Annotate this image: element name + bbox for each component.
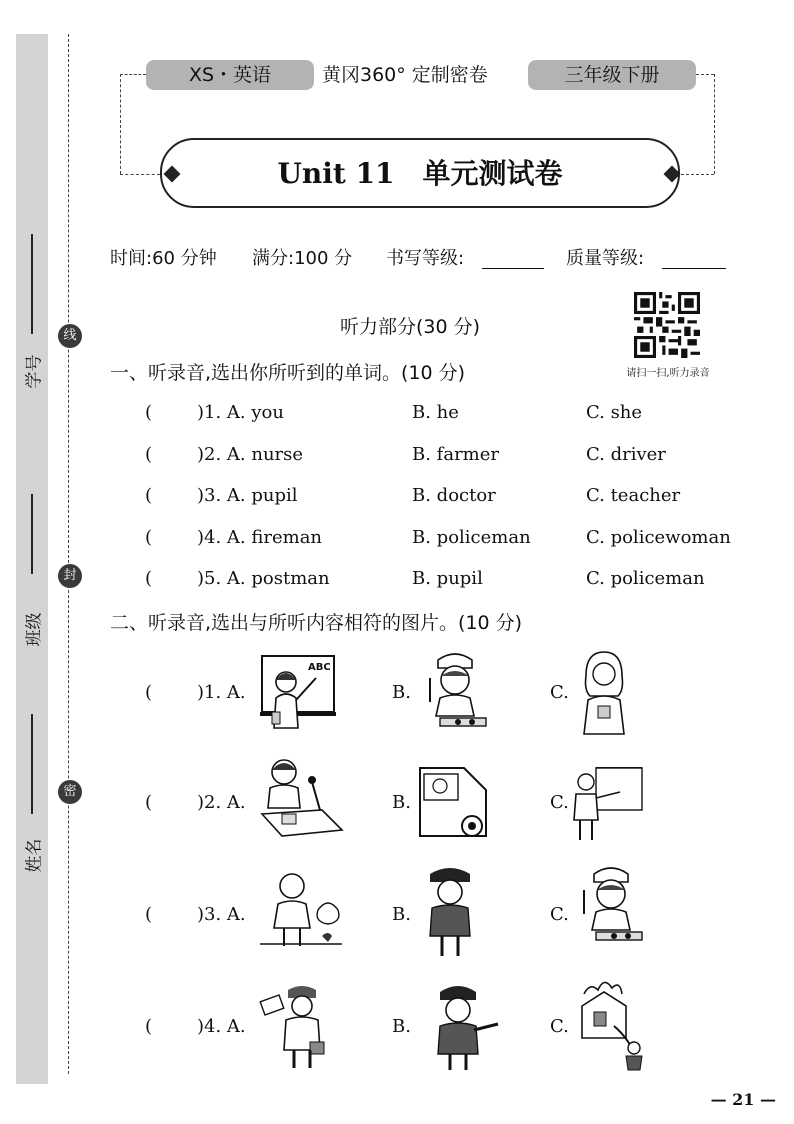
part2-item-2-c: C. (550, 792, 569, 813)
page-title: Unit 11 单元测试卷 (277, 157, 563, 190)
part2-item-2-a: )2. A. (197, 792, 246, 813)
driver-picture-icon[interactable] (416, 764, 492, 840)
fireman-picture-icon[interactable] (574, 980, 646, 1072)
part1-item-2-c: C. driver (586, 444, 666, 465)
banji-label: 班级 (24, 612, 45, 647)
part1-item-4-c: C. policewoman (586, 527, 731, 548)
xingming-label: 姓名 (24, 838, 45, 873)
part1-paren-3[interactable]: ( (145, 485, 153, 506)
header-dash-left (120, 74, 146, 75)
page-number: — 21 — (710, 1090, 776, 1109)
part1-paren-5[interactable]: ( (145, 568, 153, 589)
part2-item-2-b: B. (392, 792, 411, 813)
qr-caption: 请扫一扫,听力录音 (626, 368, 710, 379)
qr-code-icon[interactable] (634, 292, 700, 358)
policewoman-picture-icon[interactable] (424, 864, 476, 958)
quality-grade-label: 质量等级: (566, 248, 645, 269)
part2-title: 二、听录音,选出与所听内容相符的图片。(10 分) (110, 612, 523, 634)
part1-item-1-a: )1. A. you (197, 402, 284, 423)
writing-grade-label: 书写等级: (386, 248, 465, 269)
part1-item-5-a: )5. A. postman (197, 568, 330, 589)
xuehao-label: 学号 (24, 354, 45, 389)
part1-item-3-b: B. doctor (412, 485, 496, 506)
woman-picture-icon[interactable] (576, 650, 632, 736)
teacher-picture-icon[interactable] (258, 652, 338, 736)
header-dash-right-bottom (676, 174, 714, 175)
part1-paren-2[interactable]: ( (145, 444, 153, 465)
grade-pill: 三年级下册 (528, 60, 696, 90)
part2-item-3-b: B. (392, 904, 411, 925)
binding-strip (16, 34, 48, 1084)
postman-picture-icon[interactable] (258, 982, 330, 1070)
nurse-picture-icon-2[interactable] (574, 862, 648, 952)
part2-item-1-c: C. (550, 682, 569, 703)
cut-line (68, 34, 69, 1074)
seal-feng: 封 (58, 564, 82, 588)
part1-item-5-b: B. pupil (412, 568, 483, 589)
header-vdash-right (714, 74, 715, 174)
part1-paren-1[interactable]: ( (145, 402, 153, 423)
xingming-line (31, 714, 33, 814)
header-dash-left-bottom (120, 174, 160, 175)
seal-mi: 密 (58, 780, 82, 804)
brand-title: 黄冈360° 定制密卷 (322, 64, 488, 86)
farmer-picture-icon[interactable] (256, 870, 346, 950)
part1-item-3-a: )3. A. pupil (197, 485, 298, 506)
part2-item-4-c: C. (550, 1016, 569, 1037)
part2-paren-2[interactable]: ( (145, 792, 153, 813)
score-info: 满分:100 分 (252, 248, 353, 269)
part2-item-1-a: )1. A. (197, 682, 246, 703)
announcer-picture-icon[interactable] (256, 754, 346, 846)
part1-item-5-c: C. policeman (586, 568, 705, 589)
part2-item-1-b: B. (392, 682, 411, 703)
lecturer-picture-icon[interactable] (572, 764, 644, 844)
xuehao-line (31, 234, 33, 334)
part1-item-2-a: )2. A. nurse (197, 444, 304, 465)
part1-item-3-c: C. teacher (586, 485, 681, 506)
part2-paren-1[interactable]: ( (145, 682, 153, 703)
part1-item-1-c: C. she (586, 402, 643, 423)
policeman-picture-icon[interactable] (434, 982, 502, 1072)
part2-paren-4[interactable]: ( (145, 1016, 153, 1037)
banji-line (31, 494, 33, 574)
time-info: 时间:60 分钟 (110, 248, 217, 269)
part1-item-2-b: B. farmer (412, 444, 499, 465)
part2-item-4-a: )4. A. (197, 1016, 246, 1037)
blackboard-abc: ABC (308, 662, 331, 673)
part1-item-4-a: )4. A. fireman (197, 527, 323, 548)
writing-grade-field[interactable] (482, 248, 544, 269)
part2-item-3-a: )3. A. (197, 904, 246, 925)
part1-title: 一、听录音,选出你所听到的单词。(10 分) (110, 362, 466, 384)
quality-grade-field[interactable] (662, 248, 726, 269)
part2-paren-3[interactable]: ( (145, 904, 153, 925)
header-vdash-left (120, 74, 121, 174)
listening-title: 听力部分(30 分) (340, 316, 481, 338)
part1-item-4-b: B. policeman (412, 527, 531, 548)
part2-item-4-b: B. (392, 1016, 411, 1037)
subject-pill: XS・英语 (146, 60, 314, 90)
header-dash-right (696, 74, 714, 75)
part1-paren-4[interactable]: ( (145, 527, 153, 548)
part2-item-3-c: C. (550, 904, 569, 925)
seal-xian: 线 (58, 324, 82, 348)
part1-item-1-b: B. he (412, 402, 459, 423)
nurse-picture-icon[interactable] (418, 648, 492, 738)
